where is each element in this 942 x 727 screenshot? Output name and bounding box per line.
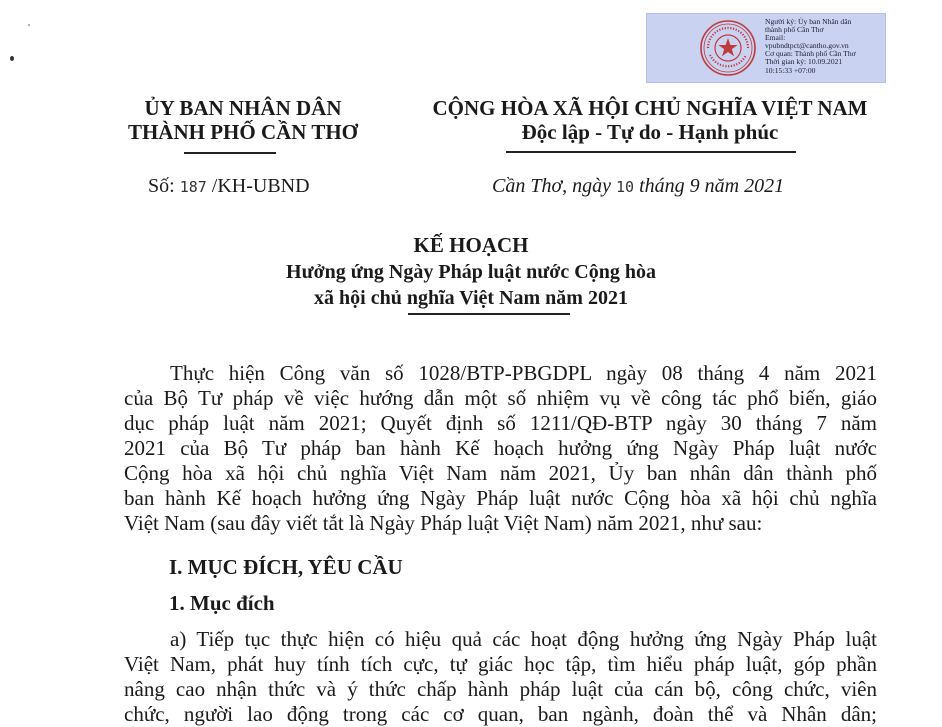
document-number: Số: 187 /KH-UBND: [148, 175, 310, 197]
signature-line: vpubndtpct@cantho.gov.vn: [765, 41, 849, 51]
nation-name: CỘNG HÒA XÃ HỘI CHỦ NGHĨA VIỆT NAM: [432, 96, 868, 120]
signature-line: 10:15:33 +07:00: [765, 65, 816, 75]
handwritten-day: 10: [616, 178, 635, 196]
signature-info: [765, 18, 885, 75]
digital-signature-stamp: [646, 13, 886, 83]
official-seal-icon: [699, 19, 757, 77]
item-a-paragraph: [124, 627, 877, 727]
agency-underline: [184, 152, 276, 154]
scan-speck: [28, 24, 30, 26]
intro-paragraph: [124, 361, 877, 536]
agency-name-line1: ỦY BAN NHÂN DÂN: [144, 96, 342, 120]
signature-line: Người ký: Ủy ban Nhân dân: [765, 17, 852, 26]
title-underline: [408, 313, 570, 315]
paragraph-line: 2021 của Bộ Tư pháp ban hành Kế hoạch hưởng ứng Ngày Pháp luật nước: [124, 436, 877, 460]
scan-speck: [10, 56, 14, 61]
signature-line: Email:: [765, 33, 786, 43]
document-type: KẾ HOẠCH: [413, 233, 529, 257]
paragraph-line: chức, người lao động trong các cơ quan, ban ngành, đoàn thể và Nhân dân;: [124, 702, 877, 726]
agency-name-line2: THÀNH PHỐ CẦN THƠ: [127, 120, 359, 144]
paragraph-line: nâng cao nhận thức và ý thức chấp hành pháp luật của cán bộ, công chức, viên: [124, 677, 877, 701]
document-title-line2: xã hội chủ nghĩa Việt Nam năm 2021: [314, 287, 628, 309]
paragraph-line: của Bộ Tư pháp về việc hướng dẫn một số nhiệm vụ về công tác phổ biến, giáo: [124, 386, 877, 410]
paragraph-line: Việt Nam (sau đây viết tắt là Ngày Pháp luật Việt Nam) năm 2021, như sau:: [124, 511, 763, 535]
nation-motto: Độc lập - Tự do - Hạnh phúc: [521, 120, 779, 144]
paragraph-line: Cộng hòa xã hội chủ nghĩa Việt Nam năm 2021, Ủy ban nhân dân thành phố: [124, 461, 877, 485]
signature-line: thành phố Cần Thơ: [765, 25, 824, 35]
subsection-heading: 1. Mục đích: [169, 591, 275, 615]
signature-line: Cơ quan: Thành phố Cần Thơ: [765, 49, 856, 59]
section-heading: I. MỤC ĐÍCH, YÊU CẦU: [169, 555, 403, 579]
paragraph-line: Việt Nam, phát huy tính tích cực, tự giác học tập, tìm hiểu pháp luật, góp phần: [124, 652, 877, 676]
signature-line: Thời gian ký: 10.09.2021: [765, 57, 843, 67]
document-title-line1: Hưởng ứng Ngày Pháp luật nước Cộng hòa: [286, 261, 656, 283]
paragraph-line: dục pháp luật năm 2021; Quyết định số 1211/QĐ-BTP ngày 30 tháng 7 năm: [124, 411, 877, 435]
paragraph-line: Thực hiện Công văn số 1028/BTP-PBGDPL ngày 08 tháng 4 năm 2021: [170, 361, 877, 385]
handwritten-number: 187: [179, 178, 207, 196]
paragraph-line: a) Tiếp tục thực hiện có hiệu quả các hoạt động hưởng ứng Ngày Pháp luật: [170, 627, 877, 651]
motto-underline: [506, 151, 796, 153]
document-date: Cần Thơ, ngày 10 tháng 9 năm 2021: [492, 175, 785, 197]
paragraph-line: ban hành Kế hoạch hưởng ứng Ngày Pháp luật nước Cộng hòa xã hội chủ nghĩa: [124, 486, 877, 510]
